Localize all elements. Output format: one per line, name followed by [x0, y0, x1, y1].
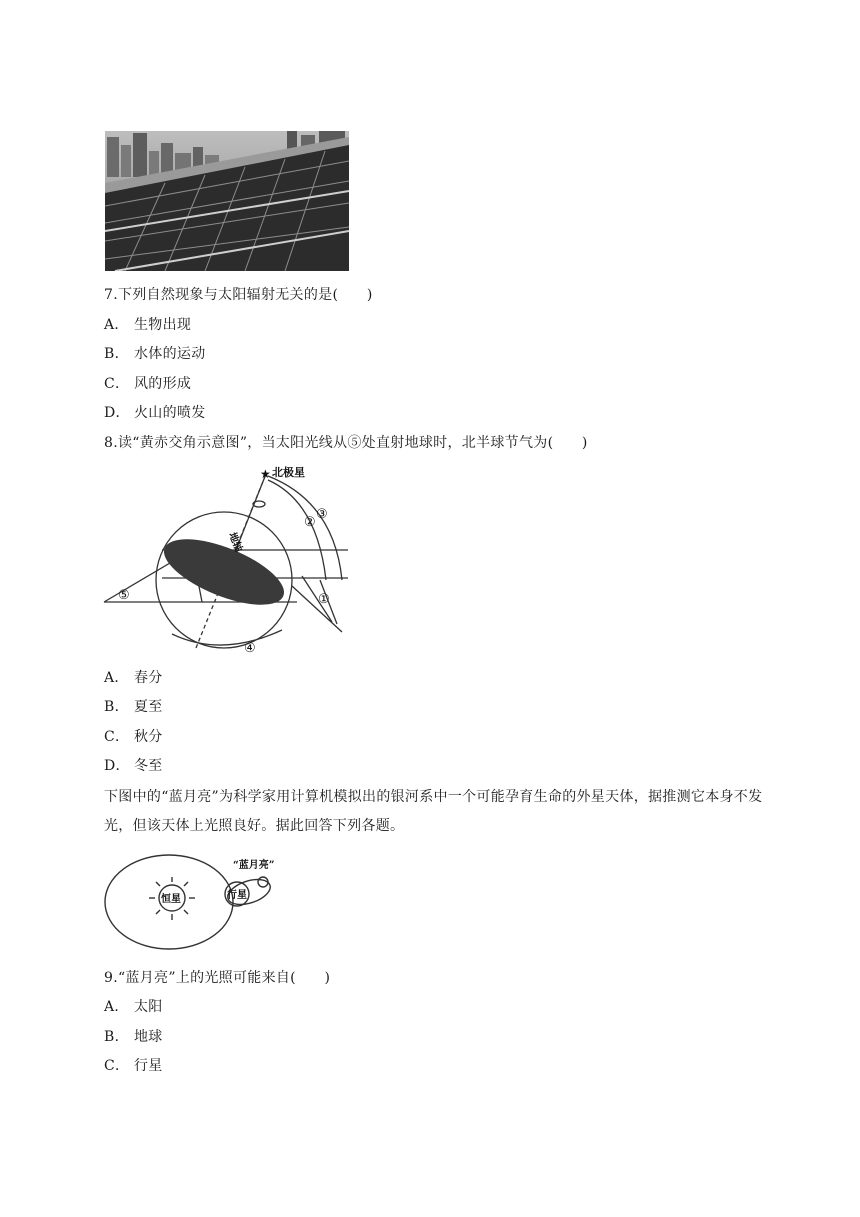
q9-option-c[interactable]	[104, 1056, 163, 1076]
label-axis: 地轴	[226, 531, 244, 554]
option-letter: B．	[104, 346, 129, 362]
obliquity-diagram	[102, 462, 358, 660]
option-text: 春分	[134, 670, 163, 686]
label-planet: 行星	[227, 890, 247, 901]
option-letter: B．	[104, 699, 129, 715]
option-letter: A．	[104, 670, 129, 686]
option-letter: A．	[104, 999, 129, 1015]
label-n4: ④	[244, 641, 256, 656]
option-text: 冬至	[134, 758, 163, 774]
option-letter: D．	[104, 758, 130, 774]
option-text: 秋分	[134, 729, 163, 745]
option-text: 火山的喷发	[134, 405, 206, 421]
orbit-diagram	[103, 852, 289, 958]
question-9: 9.“蓝月亮”上的光照可能来自( )	[104, 970, 331, 986]
option-text: 太阳	[134, 999, 163, 1015]
option-text: 行星	[134, 1058, 163, 1074]
q9-option-b[interactable]	[104, 1027, 163, 1047]
label-n5: ⑤	[118, 588, 130, 603]
solar-panel-photo	[105, 131, 349, 271]
option-text: 水体的运动	[134, 346, 206, 362]
q9-option-a[interactable]	[104, 997, 163, 1017]
label-blue-moon: “蓝月亮”	[233, 860, 275, 871]
label-n1: ①	[318, 592, 330, 607]
q7-option-a[interactable]	[104, 315, 191, 335]
q7-option-d[interactable]	[104, 403, 206, 423]
question-8: 8.读“黄赤交角示意图”，当太阳光线从⑤处直射地球时，北半球节气为( )	[104, 435, 588, 451]
option-letter: D．	[104, 405, 130, 421]
option-text: 地球	[134, 1029, 163, 1045]
q7-option-b[interactable]	[104, 344, 206, 364]
q8-option-d[interactable]	[104, 756, 163, 776]
label-star: 恒星	[161, 894, 181, 905]
q8-option-c[interactable]	[104, 727, 163, 747]
label-polaris: 北极星	[272, 466, 305, 479]
option-text: 夏至	[134, 699, 163, 715]
question-7: 7.下列自然现象与太阳辐射无关的是( )	[104, 287, 373, 303]
q8-option-a[interactable]	[104, 668, 163, 688]
q8-option-b[interactable]	[104, 697, 163, 717]
star-icon: ★	[260, 467, 271, 481]
option-text: 风的形成	[134, 376, 192, 392]
label-n2: ②	[304, 515, 316, 530]
q7-option-c[interactable]	[104, 374, 191, 394]
passage: 下图中的“蓝月亮”为科学家用计算机模拟出的银河系中一个可能孕育生命的外星天体，据推测它本身不发光，但该天体上光照良好。据此回答下列各题。	[104, 789, 763, 834]
option-letter: C．	[104, 729, 130, 745]
option-letter: A．	[104, 317, 129, 333]
option-letter: C．	[104, 376, 130, 392]
option-letter: C．	[104, 1058, 130, 1074]
label-n3: ③	[316, 507, 328, 522]
option-letter: B．	[104, 1029, 129, 1045]
option-text: 生物出现	[134, 317, 192, 333]
